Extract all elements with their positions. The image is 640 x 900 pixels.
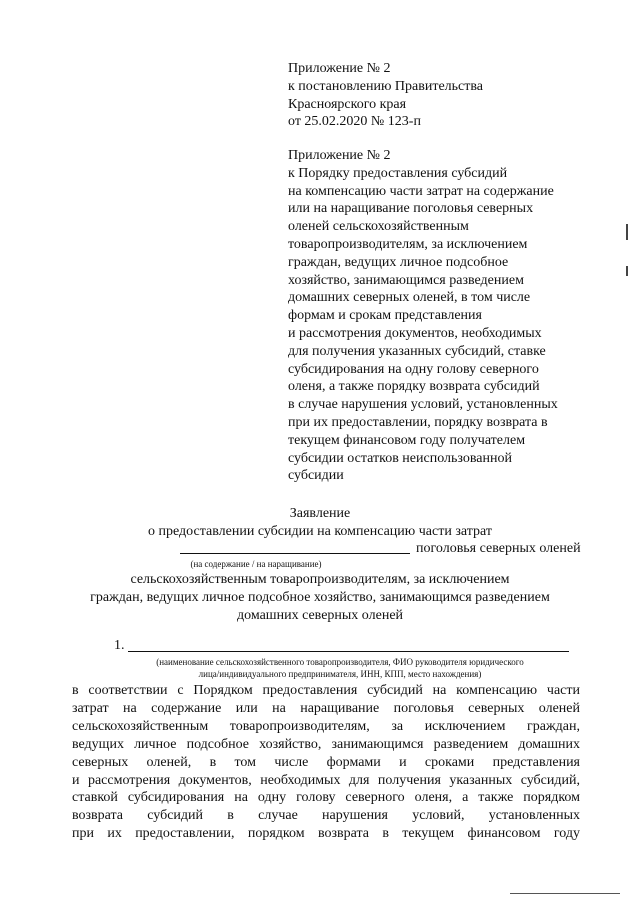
- applicant-field-caption: [90, 656, 590, 680]
- appendix-line: товаропроизводителям, за исключением: [288, 236, 528, 252]
- appendix-line: к постановлению Правительства: [288, 78, 484, 94]
- appendix-line: к Порядку предоставления субсидий: [288, 165, 508, 181]
- appendix-line: на компенсацию части затрат на содержание: [288, 183, 554, 199]
- body-line: ведущих личное подсобное хозяйство, занимающимся разведением домашних: [72, 736, 580, 752]
- support-type-blank[interactable]: [180, 553, 410, 554]
- appendix-line: субсидии: [288, 468, 344, 484]
- statement-fill-line: [60, 541, 580, 561]
- appendix-line: субсидирования на одну голову северного: [288, 361, 539, 377]
- appendix-line: и рассмотрения документов, необходимых: [288, 325, 542, 341]
- caption-line: лица/индивидуального предпринимателя, ИНН, КПП, место нахождения): [198, 669, 482, 679]
- statement-heading: [60, 505, 580, 541]
- applicant-field: [114, 638, 564, 656]
- statement-subtitle: о предоставлении субсидии на компенсацию части затрат: [148, 524, 492, 539]
- appendix-line: Приложение № 2: [288, 61, 391, 76]
- appendix-line: для получения указанных субсидий, ставке: [288, 343, 546, 359]
- appendix-line: субсидии остатков неиспользованной: [288, 450, 512, 466]
- appendix-line: хозяйство, занимающимся разведением: [288, 272, 524, 288]
- scan-edge-mark: [626, 266, 628, 276]
- appendix-line: домашних северных оленей, в том числе: [288, 290, 531, 306]
- appendix-line: Приложение № 2: [288, 148, 391, 163]
- statement-title: Заявление: [289, 506, 351, 521]
- applicant-name-blank[interactable]: [128, 651, 569, 652]
- scan-edge-mark: [626, 224, 628, 240]
- statement-line: сельскохозяйственным товаропроизводителям, за исключением: [130, 572, 510, 587]
- statement-line-tail: поголовья северных оленей: [416, 541, 581, 556]
- item-number: 1.: [114, 638, 125, 653]
- caption-line: (наименование сельскохозяйственного товаропроизводителя, ФИО руководителя юридического: [156, 657, 524, 667]
- statement-line: граждан, ведущих личное подсобное хозяйство, занимающимся разведением: [90, 590, 550, 605]
- support-type-hint: [60, 559, 580, 569]
- body-line: в соответствии с Порядком предоставления субсидий на компенсацию части: [72, 683, 580, 698]
- appendix-line: формам и срокам представления: [288, 308, 482, 324]
- appendix-to-order: [288, 147, 588, 485]
- body-line: и рассмотрения документов, необходимых для получения указанных субсидий,: [72, 772, 580, 788]
- support-type-hint-text: (на содержание / на наращивание): [190, 559, 322, 569]
- body-paragraph: [72, 682, 580, 843]
- body-line: ставкой субсидирования на одну голову северного оленя, а также порядком: [72, 790, 580, 806]
- appendix-line: граждан, ведущих личное подсобное: [288, 254, 509, 270]
- appendix-line: Красноярского края: [288, 96, 407, 112]
- footer-rule: [510, 893, 620, 894]
- body-line: сельскохозяйственным товаропроизводителям, за исключением граждан,: [72, 718, 580, 734]
- statement-line: домашних северных оленей: [236, 608, 404, 623]
- appendix-line: текущем финансовом году получателем: [288, 432, 526, 448]
- appendix-line: в случае нарушения условий, установленных: [288, 397, 558, 413]
- statement-heading-cont: [60, 571, 580, 625]
- appendix-line: при их предоставлении, порядку возврата в: [288, 414, 548, 430]
- appendix-line: оленей сельскохозяйственным: [288, 219, 469, 235]
- appendix-line: или на наращивание поголовья северных: [288, 201, 534, 217]
- appendix-to-decree: [288, 60, 588, 131]
- body-line: северных оленей, в том числе формами и сроками представления: [72, 754, 580, 770]
- appendix-line: оленя, а также порядку возврата субсидий: [288, 379, 540, 395]
- body-line: затрат на содержание или на наращивание поголовья северных оленей: [72, 700, 580, 716]
- body-line: при их предоставлении, порядком возврата в текущем финансовом году: [72, 826, 580, 842]
- appendix-line: от 25.02.2020 № 123-п: [288, 114, 421, 130]
- body-line: возврата субсидий в случае нарушения условий, установленных: [72, 808, 580, 824]
